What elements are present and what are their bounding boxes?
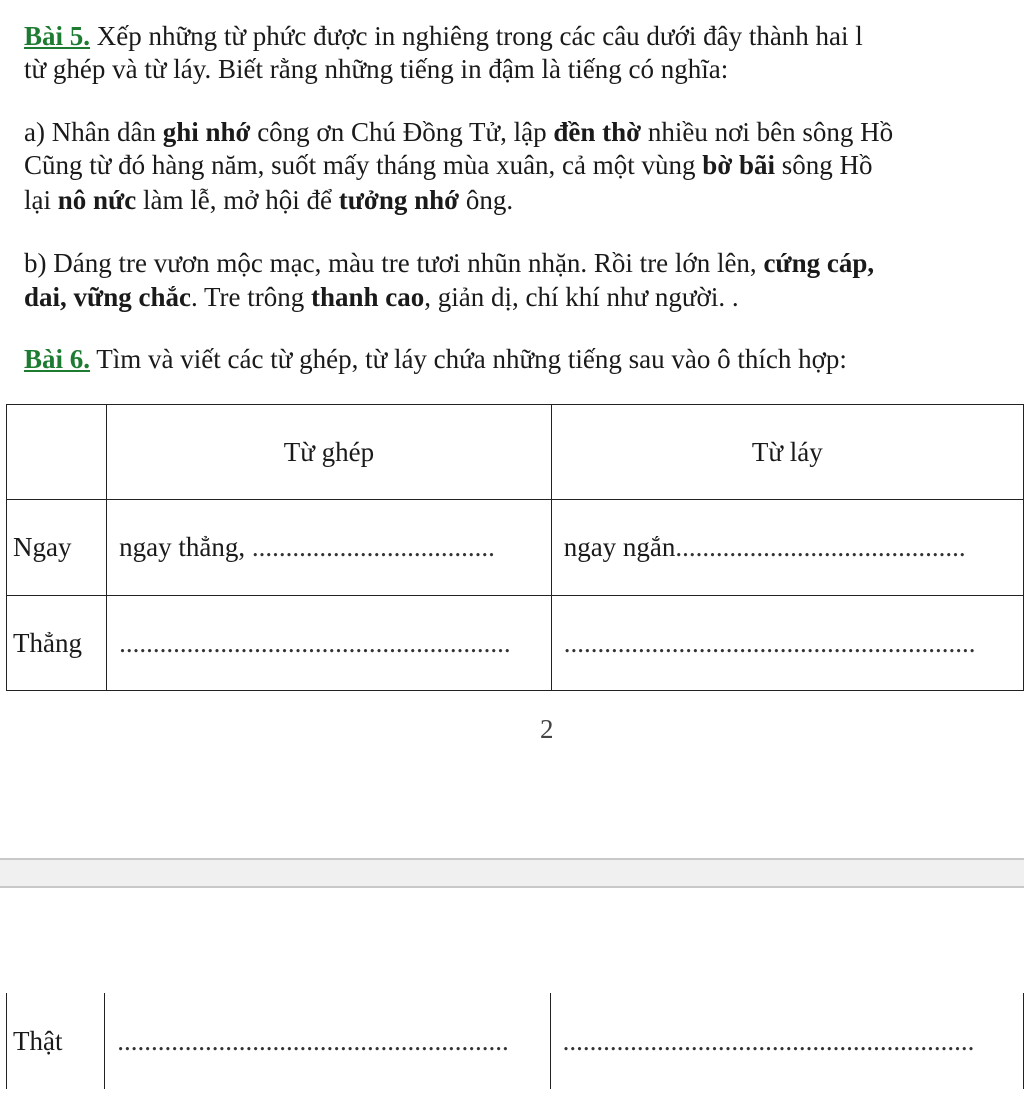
text-span: sông Hồ [775, 150, 873, 180]
cell-text: ngay ngắn [563, 532, 676, 562]
exercise-5-heading [24, 20, 863, 53]
blank-dots: ............................................................. [563, 627, 976, 658]
tu-lay-cell[interactable] [551, 596, 1023, 691]
table-header-row [7, 405, 1024, 500]
paragraph-a-line-2 [24, 149, 873, 182]
text-span: nhiều nơi bên sông Hồ [641, 117, 894, 147]
tu-ghep-cell[interactable] [107, 500, 552, 596]
bold-word: ghi nhớ [162, 117, 251, 147]
table-row [7, 993, 1024, 1089]
text-span: lại [24, 185, 58, 215]
row-word-that: Thật [7, 993, 105, 1089]
page-number: 2 [540, 714, 554, 744]
paragraph-b-line-2 [24, 281, 739, 314]
bold-word: dai, vững chắc [24, 282, 191, 312]
exercise-6-instructions: Tìm và viết các từ ghép, từ láy chứa những tiếng sau vào ô thích hợp: [90, 344, 847, 374]
words-table [6, 404, 1024, 691]
exercise-5-label: Bài 5. [24, 21, 91, 51]
exercise-5-line-2 [24, 53, 728, 86]
table-row [7, 500, 1024, 596]
document-page-2 [0, 888, 1024, 1093]
paragraph-b-line-1 [24, 247, 874, 280]
words-table-continued [6, 993, 1024, 1089]
exercise-6-label: Bài 6. [24, 344, 91, 374]
text-span: . Tre trông [190, 282, 312, 312]
exercise-6-heading [24, 343, 847, 376]
bold-word: đền thờ [553, 117, 642, 147]
row-word-ngay: Ngay [7, 500, 107, 596]
tu-ghep-cell[interactable] [105, 993, 550, 1089]
blank-dots: ........................................... [675, 532, 966, 562]
blank-dots: .......................................................... [117, 1025, 509, 1056]
tu-ghep-cell[interactable] [107, 596, 552, 691]
blank-dots: .......................................................... [119, 627, 511, 658]
blank-dots: .................................... [251, 532, 495, 562]
text-span: , giản dị, chí khí như người. . [424, 282, 739, 312]
text-span: làm lễ, mở hội để [136, 185, 339, 215]
text-span: công ơn Chú Đồng Tử, lập [250, 117, 554, 147]
exercise-5-line-2-text: từ ghép và từ láy. Biết rằng những tiếng in đậm là tiếng có nghĩa: [24, 54, 729, 84]
row-word-thang: Thẳng [7, 596, 107, 691]
table-row [7, 596, 1024, 691]
header-tu-lay: Từ láy [551, 405, 1023, 500]
page-separator [0, 858, 1024, 888]
paragraph-a-line-3 [24, 184, 513, 217]
blank-dots: ............................................................. [562, 1025, 975, 1056]
bold-word: thanh cao [311, 282, 425, 312]
text-span: b) Dáng tre vươn mộc mạc, màu tre tươi nhũn nhặn. Rồi tre lớn lên, [24, 248, 764, 278]
bold-word: cứng cáp, [763, 248, 875, 278]
text-span: ông. [459, 185, 514, 215]
tu-lay-cell[interactable] [551, 500, 1023, 596]
bold-word: tưởng nhớ [338, 185, 460, 215]
tu-lay-cell[interactable] [550, 993, 1023, 1089]
header-tu-ghep: Từ ghép [107, 405, 552, 500]
exercise-5-line-1: Xếp những từ phức được in nghiêng trong các câu dưới đây thành hai l [90, 21, 863, 51]
bold-word: bờ bãi [702, 150, 776, 180]
cell-text: ngay thẳng, [119, 532, 252, 562]
header-empty-cell [7, 405, 107, 500]
bold-word: nô nức [57, 185, 137, 215]
text-span: Cũng từ đó hàng năm, suốt mấy tháng mùa xuân, cả một vùng [24, 150, 703, 180]
text-span: a) Nhân dân [24, 117, 163, 147]
paragraph-a-line-1 [24, 116, 893, 149]
